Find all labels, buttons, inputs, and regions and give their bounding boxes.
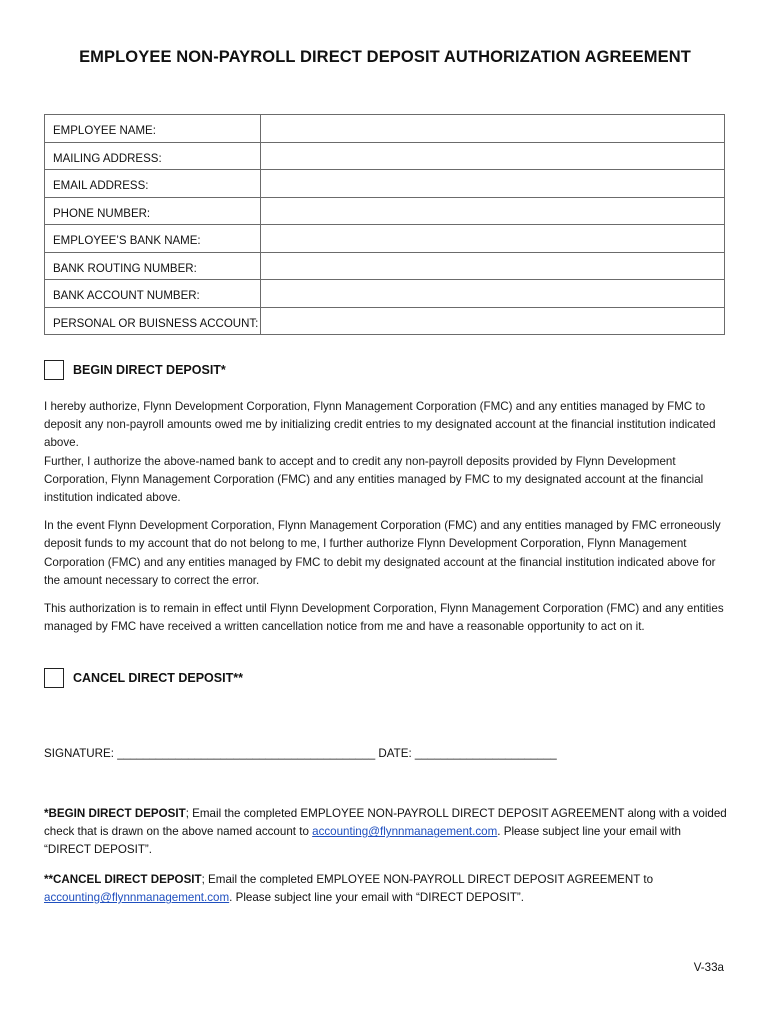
cancel-deposit-label: CANCEL DIRECT DEPOSIT** [73,671,243,685]
cancel-note-subject: . Please subject line your email with “DIRECT DEPOSIT”. [229,891,525,905]
cancel-deposit-checkbox[interactable] [44,668,64,688]
field-label: EMPLOYEE NAME: [45,115,261,143]
bank-name-field[interactable] [261,225,725,253]
phone-number-field[interactable] [261,197,725,225]
authorization-text [44,398,729,636]
begin-deposit-checkbox[interactable] [44,360,64,380]
form-version: V-33a [693,961,724,974]
field-label: EMPLOYEE’S BANK NAME: [45,225,261,253]
field-label: MAILING ADDRESS: [45,142,261,170]
signature-row [44,747,557,760]
begin-deposit-label: BEGIN DIRECT DEPOSIT* [73,363,226,377]
employee-info-table [44,114,725,335]
begin-deposit-note [44,805,729,860]
field-label: PERSONAL OR BUISNESS ACCOUNT: [45,307,261,335]
date-line[interactable]: ______________________ [414,747,557,760]
error-correction-paragraph: In the event Flynn Development Corporation, Flynn Management Corporation (FMC) and any entities managed by FMC erroneously deposit funds to my account that do not belong to me, I further authorize Flynn Development Corporation, Flynn Management Corporation (FMC) and any entities managed by FMC to debit my designated account at the financial institution indicated above for the amount necessary to correct the error. [44,519,721,587]
table-row [45,225,725,253]
field-label: EMAIL ADDRESS: [45,170,261,198]
authorization-paragraph-1: I hereby authorize, Flynn Development Corporation, Flynn Management Corporation (FMC) and any entities managed by FMC to deposit any non-payroll amounts owed me by initializing credit entries to my designated account at the financial institution indicated above. [44,400,716,450]
effect-duration-paragraph: This authorization is to remain in effect until Flynn Development Corporation, Flynn Management Corporation (FMC) and any entities managed by FMC have received a written cancellation notice from me and have a reasonable opportunity to act on it. [44,602,724,634]
begin-note-text: ; Email the completed EMPLOYEE NON-PAYROLL DIRECT DEPOSIT AGREEMENT along with a voided check that is drawn on the above named account to [44,807,727,839]
table-row [45,307,725,335]
page-title: EMPLOYEE NON-PAYROLL DIRECT DEPOSIT AUTHORIZATION AGREEMENT [79,48,691,66]
field-label: PHONE NUMBER: [45,197,261,225]
table-row [45,142,725,170]
email-address-field[interactable] [261,170,725,198]
accounting-email-link[interactable]: accounting@flynnmanagement.com [44,891,230,905]
routing-number-field[interactable] [261,252,725,280]
field-label: BANK ACCOUNT NUMBER: [45,280,261,308]
signature-line[interactable]: ________________________________________ [117,747,376,760]
mailing-address-field[interactable] [261,142,725,170]
cancel-note-heading: **CANCEL DIRECT DEPOSIT [44,873,202,886]
table-row [45,280,725,308]
table-row [45,115,725,143]
cancel-note-text: ; Email the completed EMPLOYEE NON-PAYROLL DIRECT DEPOSIT AGREEMENT to [201,873,654,886]
table-row [45,252,725,280]
begin-note-heading: *BEGIN DIRECT DEPOSIT [44,807,186,820]
begin-note-subject: . Please subject line your email with “DIRECT DEPOSIT”. [44,825,681,857]
authorization-paragraph-2: Further, I authorize the above-named bank to accept and to credit any non-payroll deposits provided by Flynn Development Corporation, Flynn Management Corporation (FMC) and any entities managed by FMC to my designated account at the financial institution indicated above. [44,454,704,505]
signature-label: SIGNATURE: [44,747,114,760]
date-label: DATE: [378,747,412,760]
account-number-field[interactable] [261,280,725,308]
account-type-field[interactable] [261,307,725,335]
table-row [45,197,725,225]
employee-name-field[interactable] [261,115,725,143]
cancel-deposit-option [44,668,243,688]
accounting-email-link[interactable]: accounting@flynnmanagement.com [312,825,498,839]
field-label: BANK ROUTING NUMBER: [45,252,261,280]
table-row [45,170,725,198]
begin-deposit-option [44,360,226,380]
cancel-deposit-note [44,871,729,907]
